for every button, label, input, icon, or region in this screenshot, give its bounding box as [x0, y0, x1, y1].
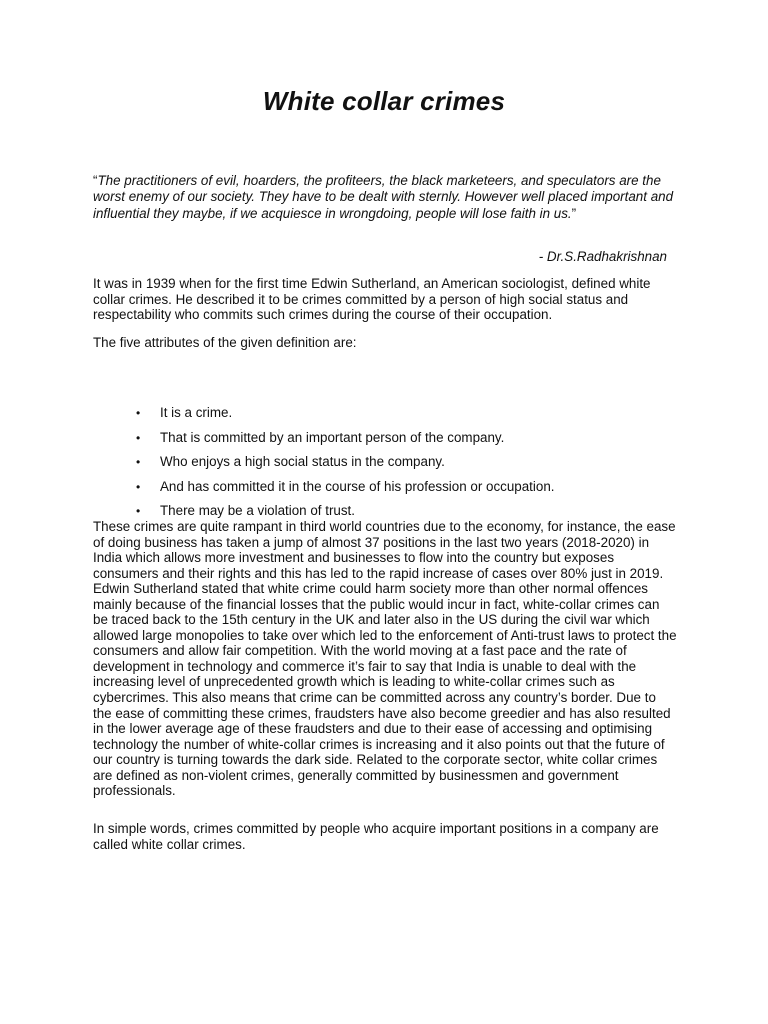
closing-paragraph: In simple words, crimes committed by people who acquire important positions in a company are called white collar crimes.	[93, 821, 659, 852]
attributes-intro-paragraph: The five attributes of the given definition are:	[93, 335, 357, 350]
list-item	[93, 430, 678, 455]
list-item-text: It is a crime.	[160, 405, 233, 420]
bullet-icon: •	[136, 504, 141, 519]
quote-attribution: - Dr.S.Radhakrishnan	[538, 249, 667, 264]
bullet-icon: •	[136, 406, 141, 420]
epigraph-quote	[93, 173, 678, 222]
quote-close-mark: ”	[571, 205, 577, 221]
bullet-icon: •	[136, 455, 141, 470]
list-item-text: That is committed by an important person of the company.	[160, 429, 505, 445]
list-item	[93, 479, 678, 504]
list-item-text: There may be a violation of trust.	[160, 503, 356, 519]
bullet-icon: •	[136, 430, 141, 445]
attributes-list	[93, 405, 678, 528]
document-title: White collar crimes	[262, 86, 506, 116]
list-item-text: And has committed it in the course of his profession or occupation.	[160, 478, 555, 494]
quote-open-mark: “	[93, 173, 98, 188]
bullet-icon: •	[136, 479, 141, 494]
list-item-text: Who enjoys a high social status in the company.	[160, 454, 445, 470]
list-item	[93, 454, 678, 479]
quote-text: The practitioners of evil, hoarders, the profiteers, the black marketeers, and speculators are the worst enemy of our society. They have to be dealt with sternly. However well placed important and influential they maybe, if we acquiesce in wrongdoing, people will lose faith in us.	[93, 173, 674, 221]
intro-paragraph: It was in 1939 when for the first time Edwin Sutherland, an American sociologist, defined white collar crimes. He described it to be crimes committed by a person of high social status and respectability who commits such crimes during the course of their occupation.	[93, 276, 651, 323]
body-paragraph: These crimes are quite rampant in third world countries due to the economy, for instance, the ease of doing business has taken a jump of almost 37 positions in the last two years (2018-2020) in India which allows more investment and businesses to flow into the country but exposes consumers and their rights and this has led to the rapid increase of cases over 80% just in 2019. Edwin Sutherland stated that white crime could harm society more than other normal offences mainly because of the financial losses that the public would incur in fact, white-collar crimes can be traced back to the 15th century in the UK and later also in the US during the civil war which allowed large monopolies to take over which led to the enforcement of Anti-trust laws to protect the consumers and allow fair competition. With the world moving at a fast pace and the rate of development in technology and commerce it’s fair to say that India is unable to deal with the increasing level of unprecedented growth which is leading to white-collar crimes such as cybercrimes. This also means that crime can be committed across any country’s border. Due to the ease of committing these crimes, fraudsters have also become greedier and has also resulted in the lower average age of these fraudsters and due to their ease of accessing and optimising technology the number of white-collar crimes is increasing and it also points out that the future of our country is turning towards the dark side. Related to the corporate sector, white collar crimes are defined as non-violent crimes, generally committed by businessmen and government professionals.	[93, 519, 677, 799]
list-item	[93, 405, 678, 430]
